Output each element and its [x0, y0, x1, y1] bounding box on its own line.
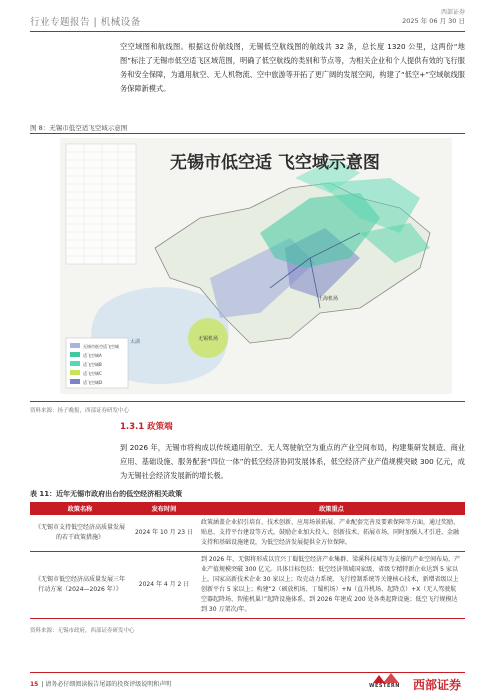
- logo-brand-cn: 西部证券: [413, 678, 462, 692]
- policy-focus: 政策涵盖企业招引培育、技术创新、应用场景拓展、产业配套完善及要素保障等方面，通过奖励、贴息、支持平台建设等方式，鼓励企业加大投入、创新技术、拓展市场，同时加强人才引进、金融支持和基础设施建设，为低空经济发展提供全方位保障。: [198, 515, 465, 552]
- page-number: 15: [30, 681, 39, 688]
- intro-paragraph: 空空域图和航线图。根据这份航线图，无锡低空航线图的航线共 32 条，总长度 1320 公里，这两份“地图”标注了无锡市低空适飞区域范围，明确了低空航线的类别和节点等，为相关企业和个人提供有效的飞行服务和安全保障，为通用航空、无人机物流、空中旅游等开拓了更广阔的发展空间，构建了“低空+”空域航线服务保障新模式。: [120, 42, 465, 93]
- map-label: 太湖: [130, 339, 141, 345]
- footer-note: 15 | 请务必仔细阅读报告尾部的投资评级说明和声明: [30, 681, 172, 688]
- report-category: 行业专题报告 | 机械设备: [30, 17, 141, 28]
- airspace-map: [60, 138, 452, 394]
- legend-label: 无锡市低空适飞空域: [83, 344, 119, 349]
- legend-label: 适飞空域D: [83, 380, 103, 385]
- map-title: 无锡市低空适 飞空域示意图: [170, 153, 380, 173]
- policy-name: 《无锡市低空经济高质量发展三年行动方案（2024—2026 年）》: [30, 552, 130, 619]
- table-row: [30, 552, 465, 619]
- policy-date: 2024 年 4 月 2 日: [130, 552, 198, 619]
- policy-date: 2024 年 10 月 23 日: [130, 515, 198, 552]
- figure-top-rule: [30, 133, 465, 134]
- policy-table: [30, 502, 465, 619]
- map-label: 上海机场: [318, 296, 339, 302]
- legend-label: 适飞空域A: [83, 353, 102, 358]
- figure-bottom-rule: [30, 401, 465, 402]
- figure-source: 资料来源：扬子晚报，西部证券研发中心: [30, 408, 130, 414]
- firm-name: 西部证券: [440, 9, 465, 16]
- table-source: 资料来源：无锡市政府，西部证券研发中心: [30, 628, 135, 634]
- policy-name: 《无锡市支持低空经济高质量发展的若干政策措施》: [30, 515, 130, 552]
- col-header-focus: 政策重点: [198, 502, 465, 515]
- legend-label: 适飞空域C: [83, 371, 102, 376]
- section-title: 1.3.1 政策端: [120, 422, 173, 432]
- legend-label: 适飞空域B: [83, 362, 102, 367]
- header-divider: [30, 31, 465, 32]
- table-row: [30, 515, 465, 552]
- disclaimer: 请务必仔细阅读报告尾部的投资评级说明和声明: [45, 681, 172, 688]
- table-header-row: [30, 502, 465, 515]
- route-table: [66, 144, 136, 264]
- table-caption: 表 11：近年无锡市政府出台的低空经济相关政策: [30, 490, 183, 498]
- report-date: 2025 年 06 月 30 日: [402, 17, 465, 26]
- section-paragraph: 到 2026 年，无锡市将构成以传统通用航空、无人驾驶航空为重点的产业空间布局，构建集研发制造、商业应用、基础设施、服务配套“四位一体”的低空经济协同发展体系，低空经济产业产值规模突破 300 亿元，成为无锡社会经济发展新的增长极。: [120, 443, 465, 480]
- col-header-name: 政策名称: [30, 502, 130, 515]
- firm-logo: [369, 673, 465, 693]
- map-legend: [66, 338, 128, 388]
- map-label: 无锡机场: [198, 336, 219, 342]
- header-info: [402, 9, 465, 26]
- col-header-date: 发布时间: [130, 502, 198, 515]
- logo-brand-en: WESTERN: [369, 683, 400, 689]
- policy-focus: 到 2026 年，无锡将形成以宜兴丁蜀低空经济产业集群、梁溪科技城等为支撑的产业空间布局，产业产值规模突破 300 亿元。具体目标包括：低空经济领域国家级、省级专精特新企业达到 5 家以上，国家高新技术企业 30 家以上；攻克动力系统、飞行控制系统等关键核心技术，新增省级以上创新平台 5 家以上；构建“2（硕放机场、丁蜀机场）+N（直升机场、起降点）+X（无人驾驶航空器起降场、智能机巢）”起降设施体系，到 2026 年建成 200 处各类起降设施；低空飞行规模达到 30 万架次/年。: [198, 552, 465, 619]
- figure-caption: 图 8：无锡市低空适飞空域示意图: [30, 124, 128, 132]
- map-svg: [60, 138, 452, 394]
